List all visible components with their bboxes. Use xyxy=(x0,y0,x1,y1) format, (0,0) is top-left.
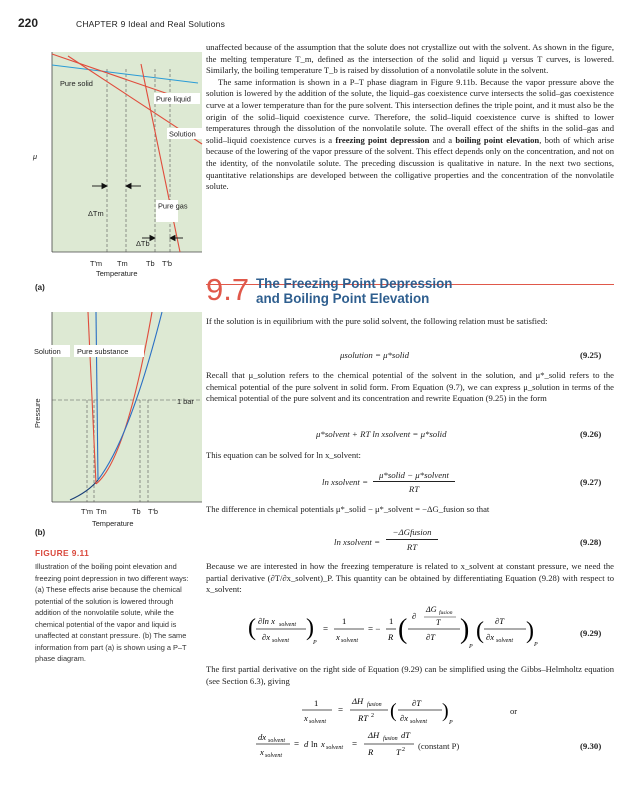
svg-text:∂x: ∂x xyxy=(262,632,271,642)
figure-label: FIGURE 9.11 xyxy=(35,548,90,558)
intro-paragraph-1: unaffected because of the assumption that the solute does not crystallize out with the solvent. As shown in the figure, the melting temperature T_m, defined as the intersection of the solid and liquid μ versus T curves, is lowered. Similarly, the boiling temperature T_b is raised by dissolution of a nonvolatile solute in the solvent. xyxy=(206,42,614,76)
svg-text:=: = xyxy=(294,739,300,749)
paragraph-6: The first partial derivative on the right side of Equation (9.29) can be simplified using the Gibbs–Helmholtz equation (see Section 6.3), giving xyxy=(206,664,614,686)
svg-text:ΔG: ΔG xyxy=(426,605,437,614)
running-header: CHAPTER 9 Ideal and Real Solutions xyxy=(76,19,226,29)
tick-tb-prime-b: T'b xyxy=(148,507,159,516)
figure-panel-a xyxy=(30,44,206,284)
equation-9-27-numerator: μ*solid − μ*solvent xyxy=(379,470,449,480)
svg-text:x: x xyxy=(304,713,308,723)
svg-text:): ) xyxy=(460,614,470,645)
paragraph-5: Because we are interested in how the freezing temperature is related to x_solvent at constant pressure, we need the partial derivative (∂T/∂x_solvent)_P. This quantity can be obtained by differentiating Equation (9.28) with respect to x_solvent: xyxy=(206,561,614,595)
tick-tm-prime-b: T'm xyxy=(81,507,94,516)
svg-text:=: = xyxy=(323,624,329,634)
svg-text:∂T: ∂T xyxy=(412,698,422,708)
svg-text:): ) xyxy=(306,615,314,641)
svg-text:∂ln x: ∂ln x xyxy=(258,616,275,626)
svg-text:P: P xyxy=(313,640,317,646)
label-solution-b: Solution xyxy=(34,347,61,356)
svg-text:ln: ln xyxy=(311,739,318,749)
equation-9-27-lhs: ln xsolvent = xyxy=(322,477,368,487)
equation-9-28-numerator: −ΔGfusion xyxy=(392,527,432,537)
svg-text:(: ( xyxy=(390,700,397,722)
svg-text:solvent: solvent xyxy=(410,719,427,725)
equation-9-25: μsolution = μ*solid xyxy=(340,350,410,360)
x-axis-label-a: Temperature xyxy=(96,269,138,278)
svg-text:(: ( xyxy=(248,615,256,641)
intro-text xyxy=(206,42,614,193)
equation-number-9-30: (9.30) xyxy=(580,741,602,751)
svg-text:ΔH: ΔH xyxy=(352,696,364,706)
y-axis-label-b: Pressure xyxy=(33,398,42,428)
y-axis-label-a: μ xyxy=(33,152,38,161)
svg-text:T: T xyxy=(436,618,441,627)
equation-or: or xyxy=(510,706,518,716)
svg-text:2: 2 xyxy=(371,713,374,719)
plot-background-b xyxy=(52,312,202,502)
svg-text:fusion: fusion xyxy=(439,610,453,616)
svg-text:solvent: solvent xyxy=(265,753,282,759)
equation-9-30-constant: (constant P) xyxy=(418,741,460,751)
svg-text:P: P xyxy=(449,720,453,726)
equation-9-28-denominator: RT xyxy=(406,542,418,552)
svg-text:P: P xyxy=(469,644,473,650)
equation-9-26: μ*solvent + RT ln xsolvent = μ*solid xyxy=(316,429,447,439)
panel-tag-b: (b) xyxy=(35,528,46,537)
label-solution: Solution xyxy=(169,129,196,139)
fraction-bar-9-27 xyxy=(373,481,455,482)
svg-text:): ) xyxy=(442,700,449,722)
svg-text:fusion: fusion xyxy=(367,702,382,708)
svg-text:fusion: fusion xyxy=(383,736,398,742)
label-delta-tm: ΔTm xyxy=(88,209,104,218)
label-one-bar: 1 bar xyxy=(177,397,194,406)
tick-tb-a: Tb xyxy=(146,259,155,268)
intro-paragraph-2: The same information is shown in a P–T phase diagram in Figure 9.11b. Because the vapor pressure above the solution is lowered by the addition of the solute, the liquid–gas coexistence curve intersects the solid–gas coexistence curve at a lower temperature than for the pure solvent. This intersection defines the triple point, and it must also be the origin of the solid–liquid coexistence curve. Therefore, the solid–liquid coexistence curve is shifted to lower temperatures through the dissolution of the nonvolatile solute. The overall effect of the shifts in the solid–gas and solid–liquid coexistence curves is a freezing point depression and a boiling point elevation, both of which arise because of the lowering of the vapor pressure of the solvent. This effect depends only on the concentration, and not on the identity, of the nonvolatile solute. The preceding discussion is qualitative in nature. In the next two sections, quantitative relationships are developed between the colligative properties and the concentration of the nonvolatile solute. xyxy=(206,76,615,192)
svg-text:T: T xyxy=(396,747,401,757)
equation-number-9-28: (9.28) xyxy=(580,537,602,547)
label-pure-solid: Pure solid xyxy=(60,79,93,88)
page-number: 220 xyxy=(18,16,39,30)
tick-tm-b: Tm xyxy=(96,507,107,516)
svg-text:RT: RT xyxy=(358,713,369,723)
svg-text:dT: dT xyxy=(401,730,411,740)
svg-text:R: R xyxy=(388,632,394,642)
svg-text:∂T: ∂T xyxy=(495,616,505,626)
label-pure-liquid: Pure liquid xyxy=(156,94,191,104)
tick-tb-prime-a: T'b xyxy=(162,259,173,268)
panel-tag-a: (a) xyxy=(35,283,45,292)
paragraph-2: Recall that μ_solution refers to the chemical potential of the solvent in the solution, and μ*_solid refers to the chemical potential of the pure solvent in solid form. From Equation (9.7), we can express μ_solution in terms of the chemical potential of the pure solvent and its concentration and rewrite Equation (9.25) in the form xyxy=(206,370,614,404)
tick-tb-b: Tb xyxy=(132,507,141,516)
svg-text:x: x xyxy=(321,739,325,749)
svg-text:x: x xyxy=(260,747,264,757)
svg-text:solvent: solvent xyxy=(309,719,326,725)
equation-9-27-denominator: RT xyxy=(408,484,420,494)
figure-caption: Illustration of the boiling point elevation and freezing point depression in two different ways: (a) These effects arise because the chemical potential of the solution is lowered through addition of the nonvolatile solute, while the chemical potential of the vapor and liquid is unaffected at constant pressure. (b) The same information from part (a) is shown using a P–T phase diagram. xyxy=(35,562,189,663)
paragraph-4: The difference in chemical potentials μ*_solid − μ*_solvent = −ΔG_fusion so that xyxy=(206,504,490,514)
svg-text:): ) xyxy=(526,618,534,644)
svg-text:(: ( xyxy=(476,618,484,644)
section-title-line-2: and Boiling Point Elevation xyxy=(256,291,430,306)
equation-number-9-25: (9.25) xyxy=(580,350,602,360)
equation-number-9-26: (9.26) xyxy=(580,429,602,439)
paragraph-3: This equation can be solved for ln x_solvent: xyxy=(206,450,361,460)
figure-panel-b xyxy=(30,310,220,532)
svg-text:1: 1 xyxy=(389,616,394,626)
equation-number-9-29: (9.29) xyxy=(580,628,602,638)
equation-9-29 xyxy=(240,602,540,658)
x-axis-label-b: Temperature xyxy=(92,519,134,528)
svg-text:d: d xyxy=(304,739,309,749)
svg-text:dx: dx xyxy=(258,732,267,742)
svg-text:solvent: solvent xyxy=(341,638,358,644)
svg-text:∂: ∂ xyxy=(412,611,417,621)
tick-tm-prime-a: T'm xyxy=(90,259,103,268)
svg-text:∂x: ∂x xyxy=(400,713,409,723)
fraction-bar-9-28 xyxy=(386,539,438,540)
svg-text:=: = xyxy=(352,739,358,749)
svg-text:solvent: solvent xyxy=(279,622,296,628)
label-pure-substance: Pure substance xyxy=(77,347,129,356)
svg-text:1: 1 xyxy=(314,698,319,708)
svg-text:1: 1 xyxy=(342,616,347,626)
svg-text:solvent: solvent xyxy=(326,745,343,751)
svg-text:∂T: ∂T xyxy=(426,632,436,642)
section-title-line-1: The Freezing Point Depression xyxy=(256,276,453,291)
svg-text:ΔH: ΔH xyxy=(368,730,380,740)
svg-text:P: P xyxy=(534,642,538,648)
equation-9-28-lhs: ln xsolvent = xyxy=(334,537,380,547)
svg-text:2: 2 xyxy=(402,747,405,753)
equation-gibbs-helmholtz xyxy=(300,694,600,728)
paragraph-1: If the solution is in equilibrium with the pure solid solvent, the following relation must be satisfied: xyxy=(206,316,548,326)
svg-text:(: ( xyxy=(398,614,408,645)
label-delta-tb: ΔTb xyxy=(136,239,150,248)
svg-text:solvent: solvent xyxy=(272,638,289,644)
tick-tm-a: Tm xyxy=(117,259,128,268)
svg-text:∂x: ∂x xyxy=(486,632,495,642)
svg-text:= −: = − xyxy=(368,624,381,634)
svg-text:solvent: solvent xyxy=(268,738,285,744)
svg-text:x: x xyxy=(336,632,340,642)
svg-text:=: = xyxy=(338,705,344,715)
svg-text:R: R xyxy=(368,747,374,757)
label-pure-gas: Pure gas xyxy=(158,201,188,211)
section-number: 9.7 xyxy=(206,272,250,307)
equation-number-9-27: (9.27) xyxy=(580,477,602,487)
svg-text:solvent: solvent xyxy=(496,638,513,644)
